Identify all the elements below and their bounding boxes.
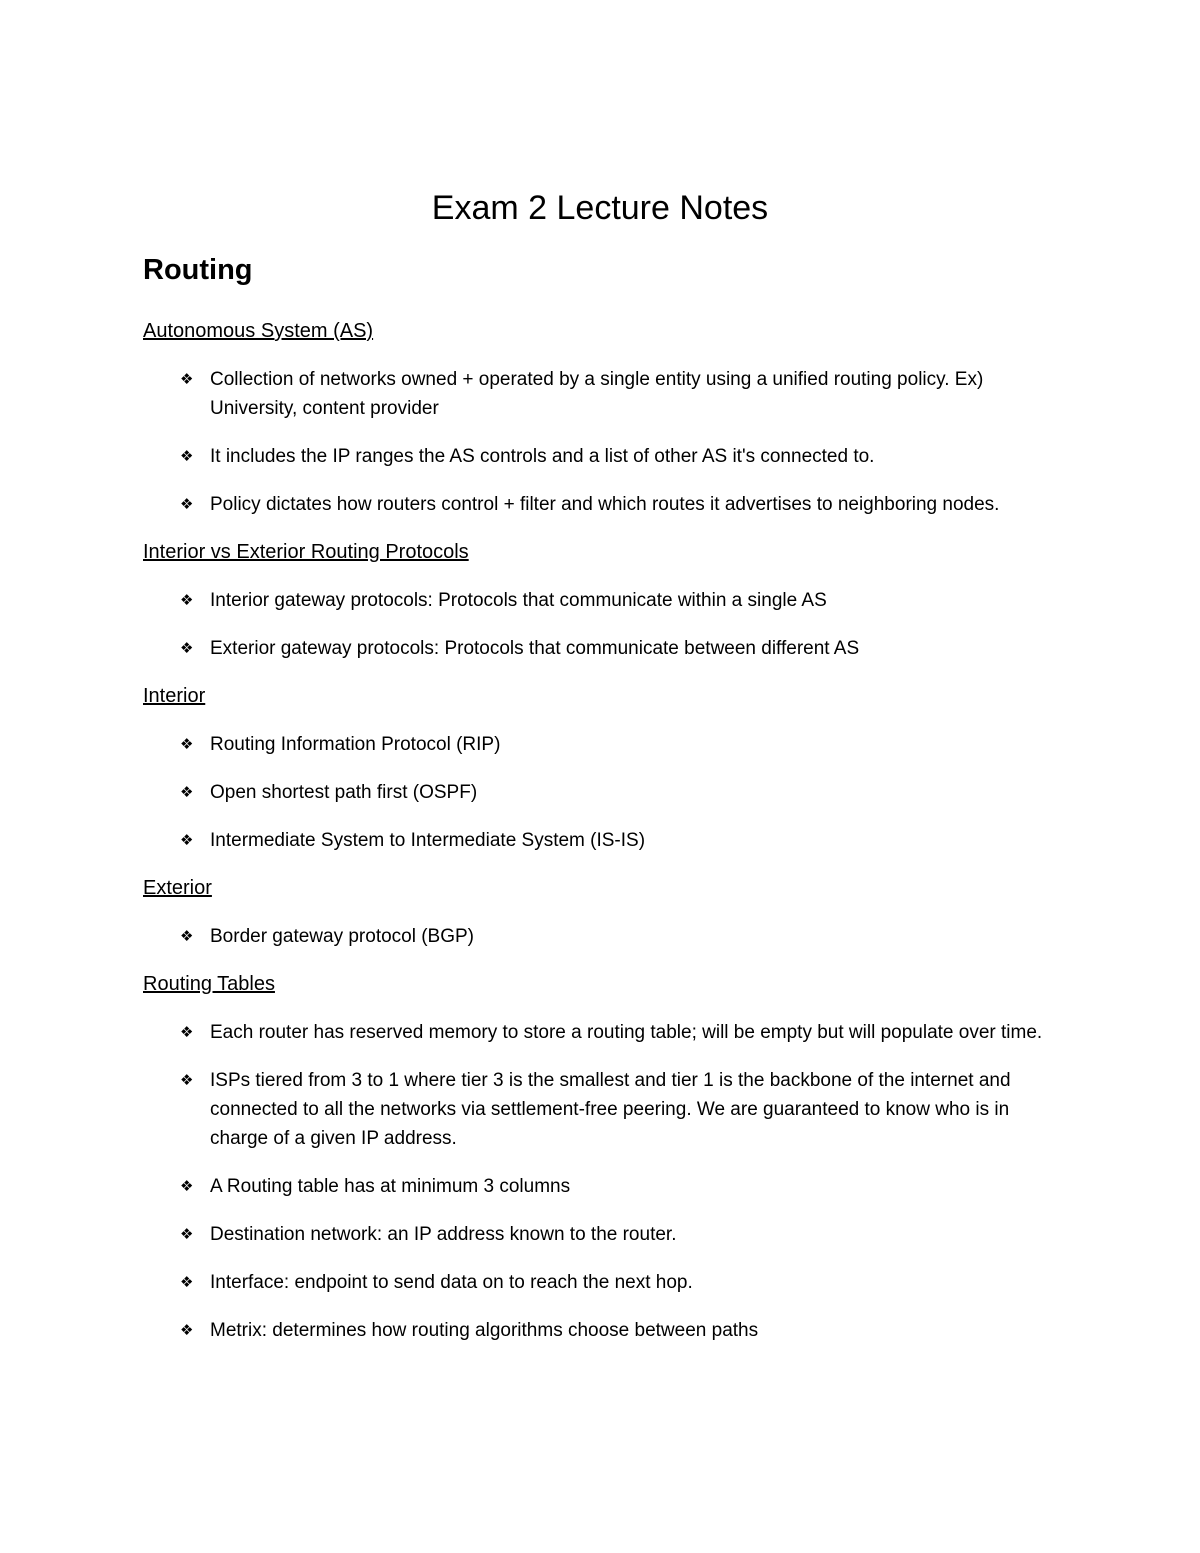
- bullet-diamond-icon: ❖: [180, 735, 194, 753]
- bullet-diamond-icon: ❖: [180, 639, 194, 657]
- list-item: [143, 365, 1057, 423]
- bullet-diamond-icon: ❖: [180, 1177, 194, 1195]
- list-item-text: Collection of networks owned + operated by a single entity using a unified routing policy. Ex) University, content provider: [210, 369, 984, 419]
- list-item: [143, 442, 1057, 471]
- bullet-diamond-icon: ❖: [180, 783, 194, 801]
- list-item-text: Routing Information Protocol (RIP): [210, 734, 501, 755]
- list-item: [143, 490, 1057, 519]
- bullet-diamond-icon: ❖: [180, 1225, 194, 1243]
- bullet-diamond-icon: ❖: [180, 370, 194, 388]
- list-item: [143, 730, 1057, 759]
- list-item-text: Interior gateway protocols: Protocols that communicate within a single AS: [210, 590, 827, 611]
- subheading-routing-tables: Routing Tables: [143, 973, 275, 995]
- list-item: [143, 1018, 1057, 1047]
- list-item: [143, 826, 1057, 855]
- bullet-diamond-icon: ❖: [180, 447, 194, 465]
- list-item: [143, 1268, 1057, 1297]
- section-heading-routing: Routing: [143, 254, 253, 286]
- list-item-text: It includes the IP ranges the AS controls and a list of other AS it's connected to.: [210, 446, 875, 467]
- list-item: [143, 922, 1057, 951]
- bullet-diamond-icon: ❖: [180, 831, 194, 849]
- list-item-text: Metrix: determines how routing algorithms choose between paths: [210, 1320, 759, 1341]
- list-item-text: ISPs tiered from 3 to 1 where tier 3 is the smallest and tier 1 is the backbone of the internet and connected to all the networks via settlement-free peering. We are guaranteed to know who is in charge of a given IP address.: [210, 1070, 1011, 1149]
- list-item-text: Exterior gateway protocols: Protocols that communicate between different AS: [210, 638, 860, 659]
- list-item: [143, 1316, 1057, 1345]
- bullet-diamond-icon: ❖: [180, 495, 194, 513]
- list-item-text: Policy dictates how routers control + filter and which routes it advertises to neighboring nodes.: [210, 494, 1000, 515]
- list-item: [143, 1220, 1057, 1249]
- list-item: [143, 586, 1057, 615]
- subheading-interior: Interior: [143, 685, 206, 707]
- subheading-exterior: Exterior: [143, 877, 212, 899]
- document-title: Exam 2 Lecture Notes: [431, 189, 769, 227]
- bullet-diamond-icon: ❖: [180, 927, 194, 945]
- list-item-text: Each router has reserved memory to store a routing table; will be empty but will populate over time.: [210, 1022, 1043, 1043]
- list-item-text: Open shortest path first (OSPF): [210, 782, 478, 803]
- list-item: [143, 1172, 1057, 1201]
- list-item: [143, 634, 1057, 663]
- bullet-diamond-icon: ❖: [180, 1273, 194, 1291]
- bullet-diamond-icon: ❖: [180, 1023, 194, 1041]
- list-item: [143, 778, 1057, 807]
- bullet-diamond-icon: ❖: [180, 1071, 194, 1089]
- bullet-diamond-icon: ❖: [180, 1321, 194, 1339]
- list-item-text: Intermediate System to Intermediate System (IS-IS): [210, 830, 646, 851]
- list-item-text: Destination network: an IP address known to the router.: [210, 1224, 677, 1245]
- list-item: [143, 1066, 1057, 1153]
- list-item-text: A Routing table has at minimum 3 columns: [210, 1176, 571, 1197]
- list-item-text: Interface: endpoint to send data on to reach the next hop.: [210, 1272, 693, 1293]
- bullet-diamond-icon: ❖: [180, 591, 194, 609]
- subheading-interior-vs-exterior: Interior vs Exterior Routing Protocols: [143, 541, 469, 563]
- subheading-autonomous-system: Autonomous System (AS): [143, 320, 374, 342]
- list-item-text: Border gateway protocol (BGP): [210, 926, 475, 947]
